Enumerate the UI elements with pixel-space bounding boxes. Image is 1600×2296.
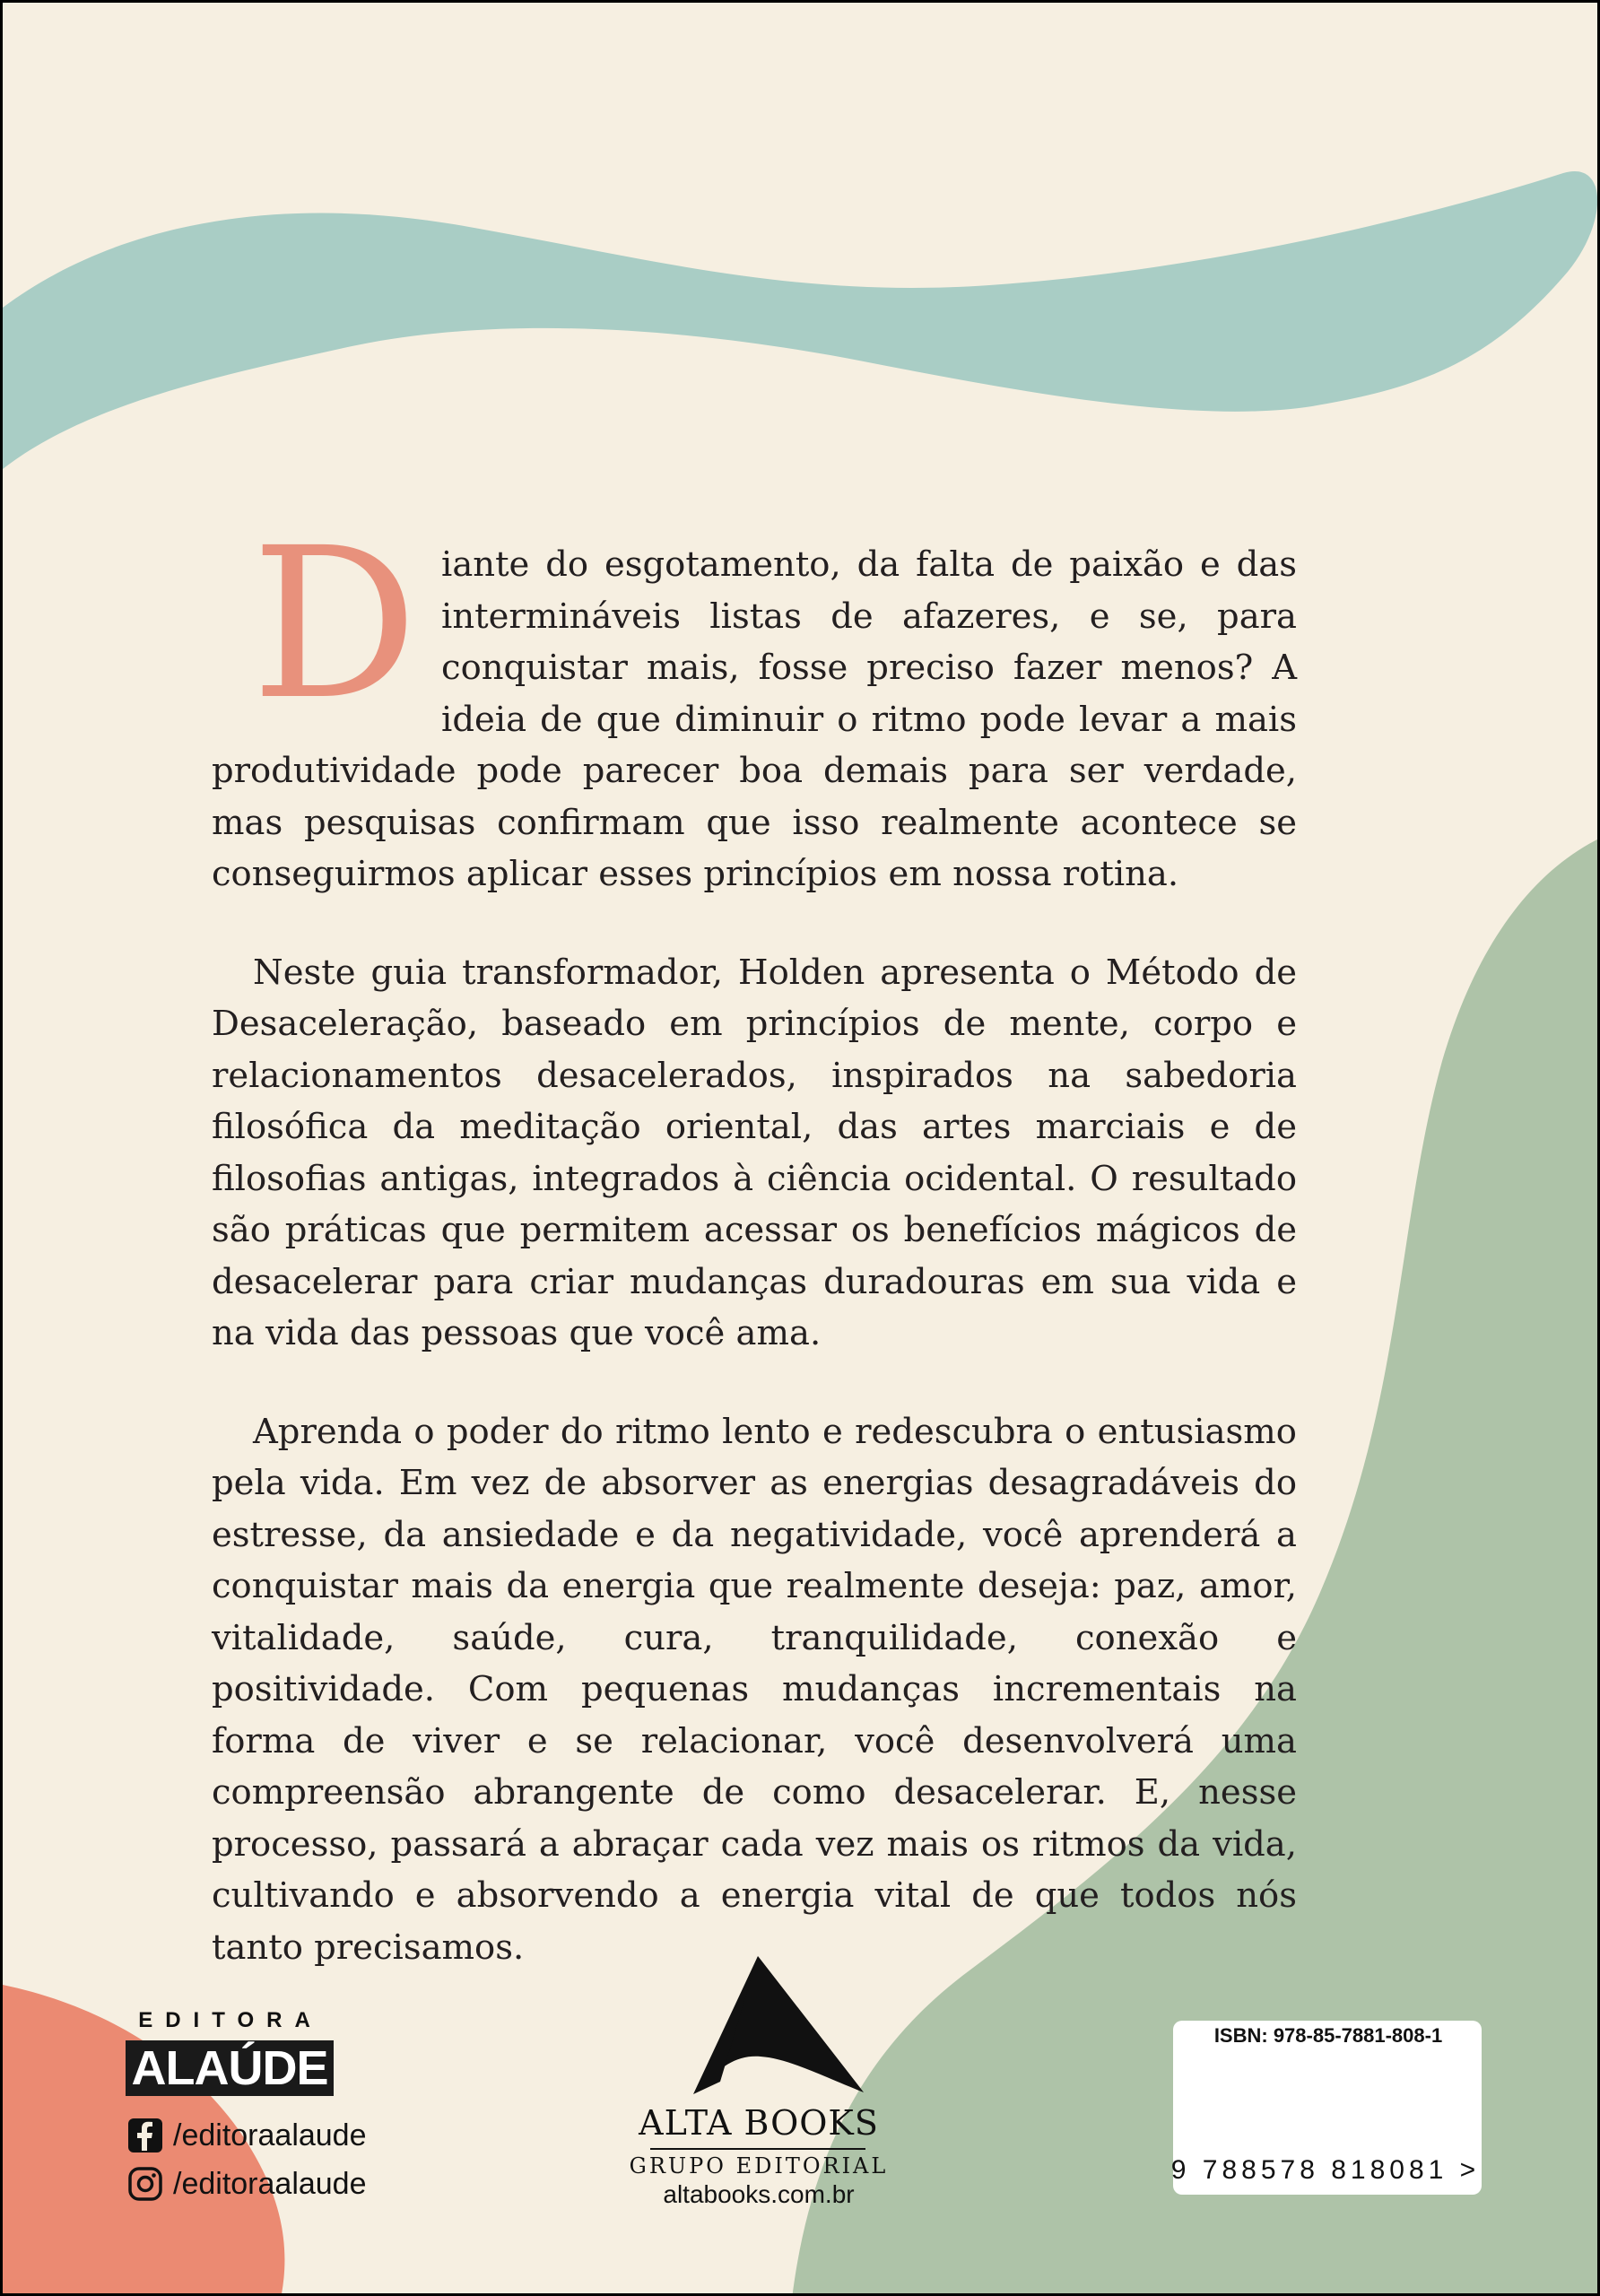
facebook-icon (128, 2118, 162, 2152)
blurb-paragraph-1 (212, 503, 1297, 900)
facebook-link[interactable] (128, 2116, 367, 2155)
blurb-text (212, 503, 1297, 2020)
alta-books-divider (650, 2148, 865, 2150)
instagram-handle: /editoraalaude (173, 2166, 367, 2201)
instagram-link[interactable] (128, 2164, 367, 2204)
barcode-digits: 9 788578 818081 > (1170, 2155, 1481, 2185)
blurb-paragraph-1-text: iante do esgotamento, da falta de paixão e das intermináveis listas de afazeres, e se, para conquistar mais, fosse preciso fazer menos? A ideia de que diminuir o ritmo pode levar a mais produtividade pode parecer boa demais para ser verdade, mas pesquisas confirmam que isso realmente acontece se conseguirmos aplicar esses princípios em nossa rotina. (212, 544, 1297, 894)
alta-books-group: GRUPO EDITORIAL (629, 2153, 889, 2179)
alta-books-name: ALTA BOOKS (639, 2103, 879, 2143)
alta-books-url[interactable]: altabooks.com.br (663, 2180, 855, 2208)
teal-wave-shape (3, 171, 1597, 469)
blurb-paragraph-3: Aprenda o poder do ritmo lento e redescubra o entusiasmo pela vida. Em vez de absorver as energias desagradáveis do estresse, da ansiedade e da negatividade, você aprenderá a conquistar mais da energia que realmente deseja: paz, amor, vitalidade, saúde, cura, tranquilidade, conexão e positividade. Com pequenas mudanças incrementais na forma de viver e se relacionar, você desenvolverá uma compreensão abrangente de como desacelerar. E, nesse processo, passará a abraçar cada vez mais os ritmos da vida, cultivando e absorvendo a energia vital de que todos nós tanto precisamos. (212, 1411, 1297, 1968)
instagram-icon (128, 2167, 162, 2201)
isbn-label: ISBN: 978-85-7881-808-1 (1213, 2024, 1443, 2047)
publisher-label: EDITORA (138, 2008, 323, 2032)
blurb-paragraph-2: Neste guia transformador, Holden apresenta o Método de Desaceleração, baseado em princípios de mente, corpo e relacionamentos desacelerados, inspirados na sabedoria filosófica da meditação oriental, das artes marciais e de filosofias antigas, integrados à ciência ocidental. O resultado são práticas que permitem acessar os benefícios mágicos de desacelerar para criar mudanças duradouras em sua vida e na vida das pessoas que você ama. (212, 952, 1297, 1353)
drop-cap: D (251, 503, 419, 745)
facebook-handle: /editoraalaude (173, 2118, 367, 2152)
publisher-logo: ALAÚDE (126, 2040, 334, 2096)
